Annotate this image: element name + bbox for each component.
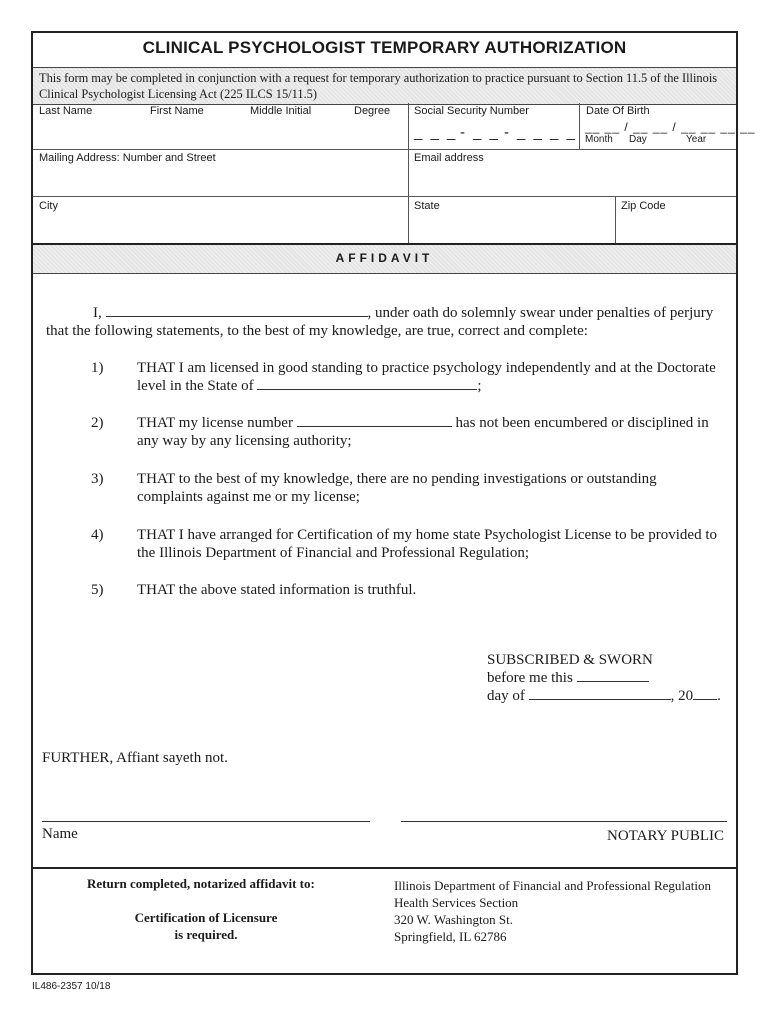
- middle-initial-label: Middle Initial: [250, 105, 312, 117]
- ssn-mask-c: _ _ _ _: [517, 124, 577, 141]
- affidavit-band: [33, 243, 736, 274]
- dob-label: Date Of Birth: [586, 105, 650, 117]
- item-number: 2): [91, 415, 104, 431]
- further-text: FURTHER, Affiant sayeth not.: [42, 750, 228, 766]
- ssn-label: Social Security Number: [414, 105, 529, 117]
- sworn-month-blank[interactable]: [529, 687, 671, 700]
- home-state-blank[interactable]: [257, 377, 477, 390]
- dob-year-label: Year: [686, 134, 707, 145]
- affiant-signature-line[interactable]: [42, 821, 370, 822]
- oath-rest: , under oath do solemnly swear under penalties of perjury: [367, 305, 714, 321]
- zip-label: Zip Code: [621, 200, 666, 212]
- ssn-sep: -: [504, 124, 511, 141]
- degree-label: Degree: [354, 105, 391, 117]
- sworn-line-3: [487, 687, 721, 705]
- item-number: 1): [91, 360, 104, 376]
- name-degree-field[interactable]: [33, 103, 407, 149]
- ssn-mask-b: _ _: [473, 124, 500, 141]
- license-number-blank[interactable]: [297, 414, 452, 427]
- notary-signature-line[interactable]: [401, 821, 727, 822]
- oath-i: I,: [93, 305, 102, 321]
- last-name-label: Last Name: [39, 105, 93, 117]
- dob-day-label: Day: [629, 134, 647, 145]
- sworn-period: .: [717, 688, 721, 704]
- email-field[interactable]: [409, 150, 738, 196]
- item-3-line-1: THAT to the best of my knowledge, there are no pending investigations or outstanding: [137, 471, 657, 487]
- item-2-line-1: [137, 414, 709, 432]
- item-4-line-1: THAT I have arranged for Certification of my home state Psychologist License to be provided to: [137, 527, 717, 543]
- item-2-text-a: THAT my license number: [137, 415, 293, 431]
- dob-field[interactable]: [580, 103, 756, 149]
- sworn-line-2: [487, 669, 649, 687]
- item-number: 5): [91, 582, 104, 598]
- item-1-end: ;: [477, 378, 482, 394]
- oath-line-1: [93, 304, 713, 322]
- ssn-mask-a: _ _ _: [414, 124, 458, 141]
- sworn-line-1: SUBSCRIBED & SWORN: [487, 652, 653, 668]
- form-frame: [31, 31, 756, 975]
- name-label: Name: [42, 826, 78, 842]
- ssn-sep: -: [460, 124, 467, 141]
- affiant-name-blank[interactable]: [106, 304, 368, 317]
- state-field[interactable]: [409, 197, 614, 243]
- email-label: Email address: [414, 152, 484, 164]
- intro-text: This form may be completed in conjunction with a request for temporary authorization to practice pursuant to Section 11.5 of the Illinois Clinical Psychologist Licensing Act (225 ILCS 15/11.5): [39, 71, 718, 101]
- cert-line-2: is required.: [174, 927, 238, 942]
- item-1-line-2: [137, 377, 482, 395]
- affidavit-heading: AFFIDAVIT: [335, 251, 434, 265]
- sworn-year-prefix: , 20: [670, 688, 694, 704]
- item-3-line-2: complaints against me or my license;: [137, 489, 360, 505]
- mailing-address-label: Mailing Address: Number and Street: [39, 152, 216, 164]
- form-title: CLINICAL PSYCHOLOGIST TEMPORARY AUTHORIZATION: [142, 38, 627, 57]
- item-number: 4): [91, 527, 104, 543]
- city-label: City: [39, 200, 58, 212]
- notary-public-label: NOTARY PUBLIC: [607, 828, 725, 844]
- item-5-line-1: THAT the above stated information is truthful.: [137, 582, 417, 598]
- cert-line-1: Certification of Licensure: [134, 910, 278, 925]
- sworn-text: before me this: [487, 670, 573, 686]
- state-label: State: [414, 200, 440, 212]
- zip-field[interactable]: [616, 197, 738, 243]
- item-4-line-2: the Illinois Department of Financial and Professional Regulation;: [137, 545, 529, 561]
- oath-line-2: that the following statements, to the best of my knowledge, are true, correct and complete:: [46, 323, 588, 339]
- city-field[interactable]: [33, 197, 407, 243]
- mailing-address-field[interactable]: [33, 150, 407, 196]
- item-2-line-2: any way by any licensing authority;: [137, 433, 352, 449]
- return-address-line: Springfield, IL 62786: [394, 929, 507, 944]
- return-address-line: Illinois Department of Financial and Professional Regulation: [394, 878, 711, 893]
- return-heading: Return completed, notarized affidavit to:: [87, 876, 315, 891]
- sworn-day-blank[interactable]: [577, 669, 649, 682]
- first-name-label: First Name: [150, 105, 204, 117]
- return-address-line: Health Services Section: [394, 895, 519, 910]
- item-1-text: level in the State of: [137, 378, 254, 394]
- return-section: [33, 867, 736, 975]
- intro-band: [33, 67, 736, 105]
- dob-mask: __ __ / __ __ / __ __ __ __: [585, 120, 756, 134]
- sworn-day-of: day of: [487, 688, 525, 704]
- form-number: IL486-2357 10/18: [32, 981, 111, 992]
- return-address-line: 320 W. Washington St.: [394, 912, 513, 927]
- item-2-text-b: has not been encumbered or disciplined in: [455, 415, 709, 431]
- item-number: 3): [91, 471, 104, 487]
- ssn-field[interactable]: [409, 103, 579, 149]
- item-1-line-1: THAT I am licensed in good standing to practice psychology independently and at the Doctorate: [137, 360, 716, 376]
- dob-month-label: Month: [585, 134, 613, 145]
- sworn-year-blank[interactable]: [693, 687, 717, 700]
